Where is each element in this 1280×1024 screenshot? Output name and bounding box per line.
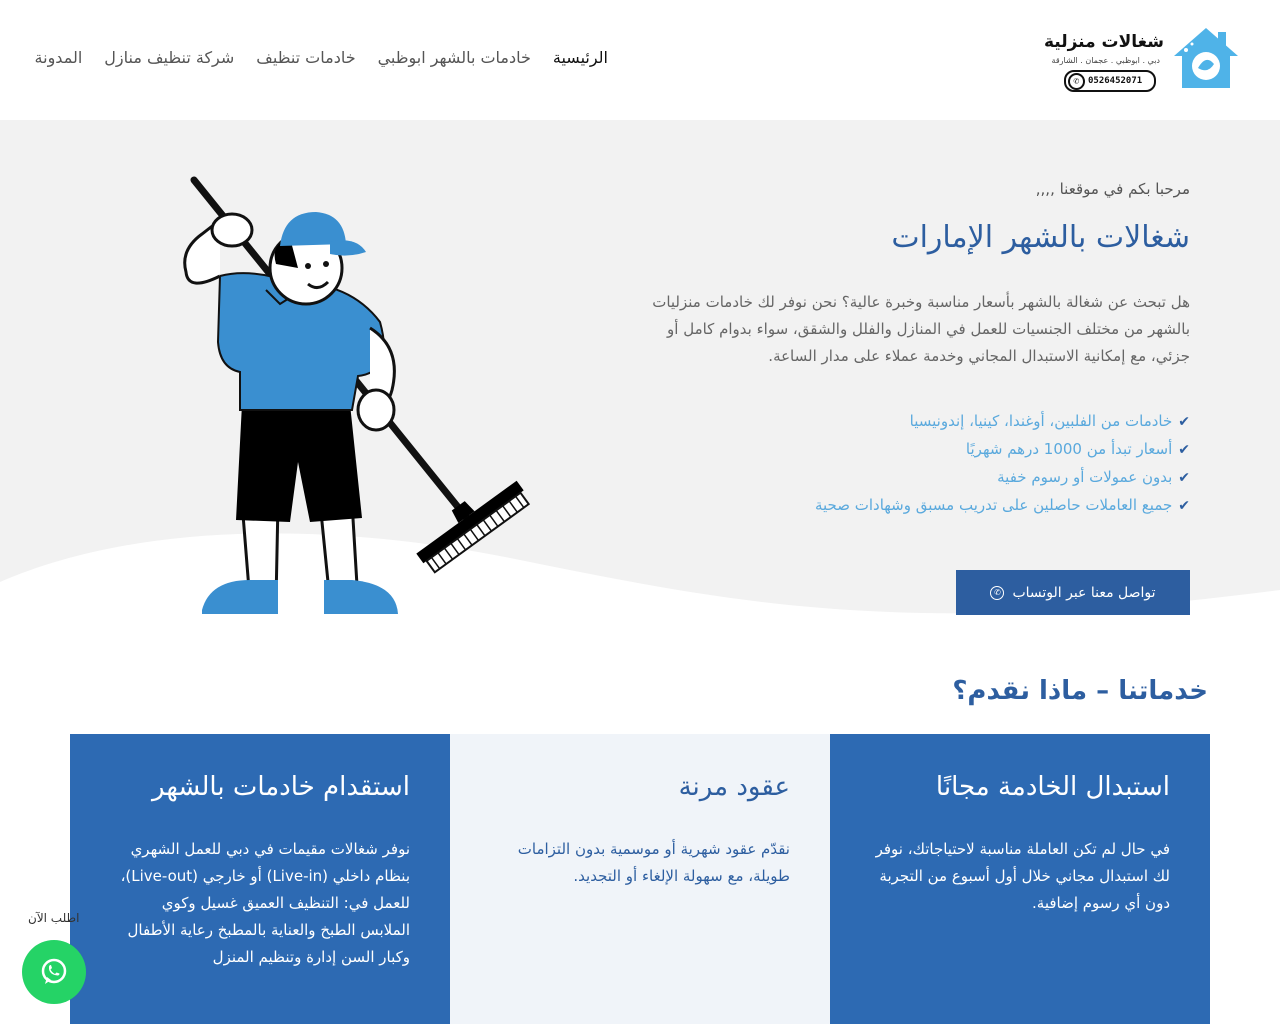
- check-icon: ✔: [1178, 498, 1190, 514]
- order-now-label: اطلب الآن: [28, 911, 80, 925]
- check-icon: ✔: [1178, 442, 1190, 458]
- phone-icon: ✆: [1068, 73, 1085, 90]
- nav-item-home-cleaning-company[interactable]: شركة تنظيف منازل: [104, 48, 235, 67]
- cleaner-with-broom-illustration: [180, 172, 540, 622]
- brand-subtitle: دبي . ابوظبي . عجمان . الشارقة: [1051, 56, 1160, 65]
- feature-item: ✔أسعار تبدأ من 1000 درهم شهريًا: [965, 440, 1190, 458]
- check-icon: ✔: [1178, 414, 1190, 430]
- nav-item-home[interactable]: الرئيسية: [552, 48, 608, 67]
- house-cleaning-icon: [1170, 24, 1242, 92]
- hero-title: شغالات بالشهر الإمارات: [891, 220, 1190, 255]
- hero-description: هل تبحث عن شغالة بالشهر بأسعار مناسبة وخبرة عالية؟ نحن نوفر لك خادمات منزليات بالشهر من مختلف الجنسيات للعمل في المنازل والفلل والشقق، سواء بدوام كامل أو جزئي، مع إمكانية الاستبدال المجاني وخدمة عملاء على مدار الساعة.: [652, 293, 1190, 365]
- nav-item-blog[interactable]: المدونة: [34, 48, 83, 67]
- hero-features-list: [650, 408, 1190, 520]
- feature-item: ✔بدون عمولات أو رسوم خفية: [997, 468, 1190, 486]
- hero-section: [0, 120, 1280, 650]
- service-card-text: نقدّم عقود شهرية أو موسمية بدون التزامات طويلة، مع سهولة الإلغاء أو التجديد.: [517, 840, 790, 885]
- whatsapp-contact-button[interactable]: [956, 570, 1190, 615]
- feature-item: ✔جميع العاملات حاصلين على تدريب مسبق وشهادات صحية: [814, 496, 1190, 514]
- main-nav: [35, 48, 608, 67]
- service-card-replacement: [830, 734, 1210, 1024]
- service-card-title: استقدام خادمات بالشهر: [151, 772, 410, 802]
- whatsapp-icon: [38, 956, 70, 988]
- hero-welcome: مرحبا بكم في موقعنا ,,,,: [1035, 180, 1190, 198]
- brand-phone-badge: [1064, 70, 1156, 92]
- services-title: خدماتنا – ماذا نقدم؟: [952, 676, 1208, 706]
- feature-item: ✔خادمات من الفلبين، أوغندا، كينيا، إندونيسيا: [909, 412, 1190, 430]
- brand-phone: 0526452071: [1088, 76, 1143, 86]
- service-card-flexible-contracts: [450, 734, 830, 1024]
- hero-content: [650, 180, 1190, 520]
- whatsapp-icon: ✆: [990, 586, 1004, 600]
- service-card-text: في حال لم تكن العاملة مناسبة لاحتياجاتك، نوفر لك استبدال مجاني خلال أول أسبوع من التجربة دون أي رسوم إضافية.: [875, 840, 1170, 912]
- nav-item-monthly-maids-abudhabi[interactable]: خادمات بالشهر ابوظبي: [377, 48, 531, 67]
- site-logo[interactable]: [1043, 24, 1242, 96]
- services-cards: [70, 734, 1210, 1024]
- service-card-monthly-recruitment: [70, 734, 450, 1024]
- floating-whatsapp-button[interactable]: [22, 940, 86, 1004]
- nav-item-cleaning-maids[interactable]: خادمات تنظيف: [256, 48, 356, 67]
- service-card-text: نوفر شغالات مقيمات في دبي للعمل الشهري بنظام داخلي (Live-in) أو خارجي (Live-out)، للعمل في: التنظيف العميق غسيل وكوي الملابس الطبخ والعناية بالمطبخ رعاية الأطفال وكبار السن إدارة وتنظيم المنزل: [120, 840, 410, 966]
- cta-label: تواصل معنا عبر الوتساب: [1012, 584, 1156, 601]
- site-header: [0, 0, 1280, 120]
- brand-title: شغالات منزلية: [1043, 32, 1164, 52]
- check-icon: ✔: [1178, 470, 1190, 486]
- service-card-title: عقود مرنة: [678, 772, 790, 802]
- service-card-title: استبدال الخادمة مجانًا: [935, 772, 1170, 802]
